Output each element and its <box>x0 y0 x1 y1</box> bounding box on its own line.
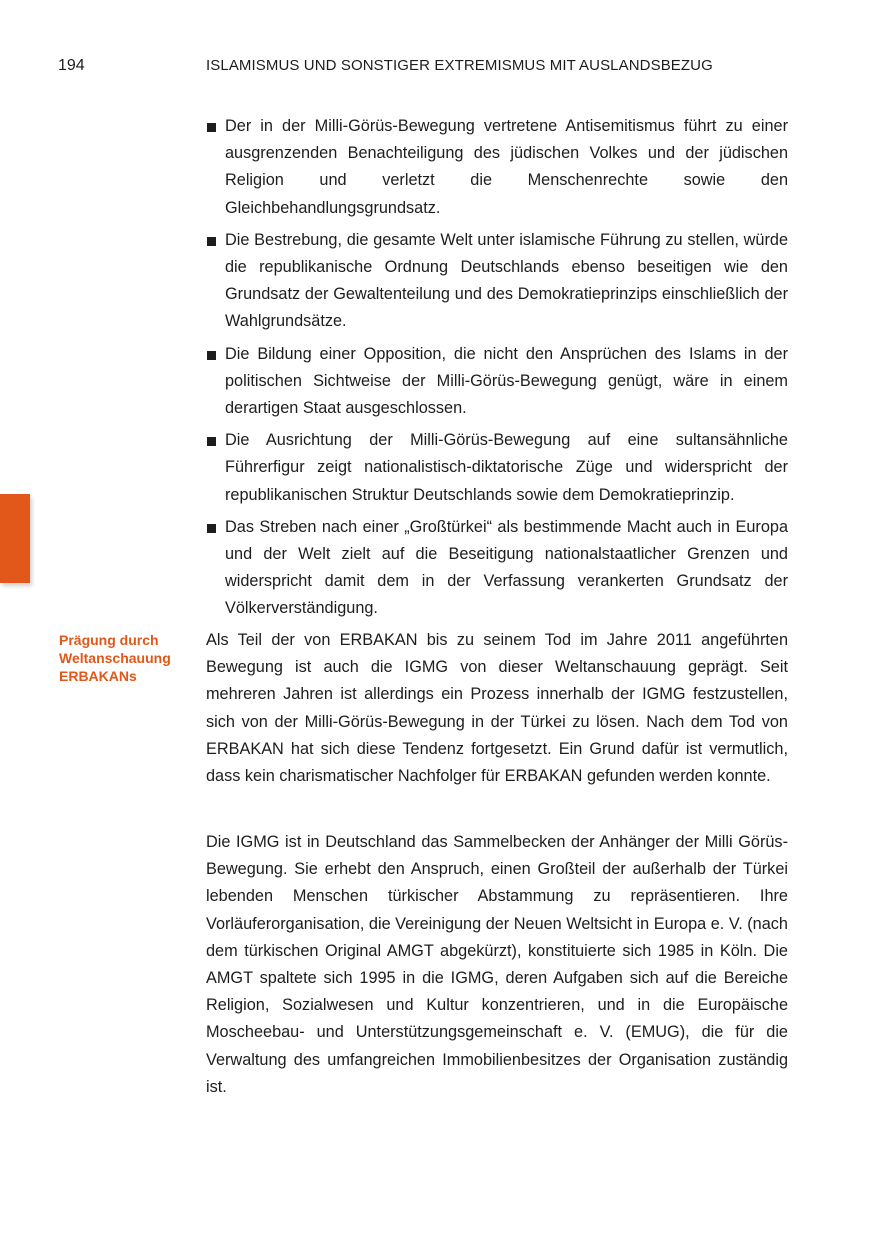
bullet-text: Die Bestrebung, die gesamte Welt unter islamische Führung zu stellen, würde die republikanische Ordnung Deutschlands ebenso beseitigen wie den Grundsatz der Gewaltenteilung und des Demokratieprinzips einschließlich der Wahlgrundsätze. <box>225 230 788 331</box>
bullet-text: Die Ausrichtung der Milli-Görüs-Bewegung auf eine sultansähnliche Führerfigur zeigt nationalistisch-diktatorische Züge und widerspricht der republikanischen Struktur Deutschlands sowie dem Demokratieprinzip. <box>225 431 788 504</box>
bullet-item <box>206 427 788 509</box>
bullet-text: Der in der Milli-Görüs-Bewegung vertretene Antisemitismus führt zu einer ausgrenzenden Benachteiligung des jüdischen Volkes und der jüdischen Religion und verletzt die Menschenrechte sowie den Gleichbehandlungsgrundsatz. <box>225 117 788 217</box>
square-bullet-icon <box>207 351 216 360</box>
margin-note-line: ERBAKANs <box>59 668 137 684</box>
square-bullet-icon <box>207 123 216 132</box>
chapter-edge-tab <box>0 494 30 583</box>
bullet-item <box>206 341 788 423</box>
square-bullet-icon <box>207 237 216 246</box>
body-paragraph: Als Teil der von ERBAKAN bis zu seinem Tod im Jahre 2011 angeführten Bewegung ist auch die IGMG von dieser Weltanschauung geprägt. Seit mehreren Jahren ist allerdings ein Prozess innerhalb der IGMG festzustellen, sich von der Milli-Görüs-Bewegung in der Türkei zu lösen. Nach dem Tod von ERBAKAN hat sich diese Tendenz fortgesetzt. Ein Grund dafür ist vermutlich, dass kein charismatischer Nachfolger für ERBAKAN gefunden werden konnte. <box>206 631 788 786</box>
square-bullet-icon <box>207 524 216 533</box>
bullet-item <box>206 113 788 222</box>
bullet-text: Die Bildung einer Opposition, die nicht den Ansprüchen des Islams in der politischen Sichtweise der Milli-Görüs-Bewegung genügt, wäre in einem derartigen Staat ausgeschlossen. <box>225 344 788 418</box>
body-paragraph: Die IGMG ist in Deutschland das Sammelbecken der Anhänger der Milli Görüs-Bewegung. Sie erhebt den Anspruch, einen Großteil der außerhalb der Türkei lebenden Menschen türkischer Abstammung zu repräsentieren. Ihre Vorläuferorganisation, die Vereinigung der Neuen Weltsicht in Europa e. V. (nach dem türkischen Original AMGT abgekürzt), konstituierte sich 1985 in Köln. Die AMGT spaltete sich 1995 in die IGMG, deren Aufgaben sich auf die Bereiche Religion, Sozialwesen und Kultur konzentrieren, und in die Europäische Moscheebau- und Unterstützungsgemeinschaft e. V. (EMUG), die für die Verwaltung des umfangreichen Immobilienbesitzes der Organisation zuständig ist. <box>206 833 788 1096</box>
bullet-item <box>206 227 788 336</box>
bullet-list <box>206 113 788 628</box>
bullet-item <box>206 514 788 623</box>
margin-note <box>59 631 189 685</box>
margin-note-line: Weltanschauung <box>59 650 171 666</box>
margin-note-line: Prägung durch <box>59 632 159 648</box>
running-head: ISLAMISMUS UND SONSTIGER EXTREMISMUS MIT AUSLANDSBEZUG <box>206 57 713 74</box>
bullet-text: Das Streben nach einer „Großtürkei“ als bestimmende Macht auch in Europa und der Welt zielt auf die Beseitigung nationalstaatlicher Grenzen und widerspricht damit dem in der Verfassung verankerten Grundsatz der Völkerverständigung. <box>225 517 788 618</box>
square-bullet-icon <box>207 437 216 446</box>
page-number: 194 <box>58 57 85 74</box>
